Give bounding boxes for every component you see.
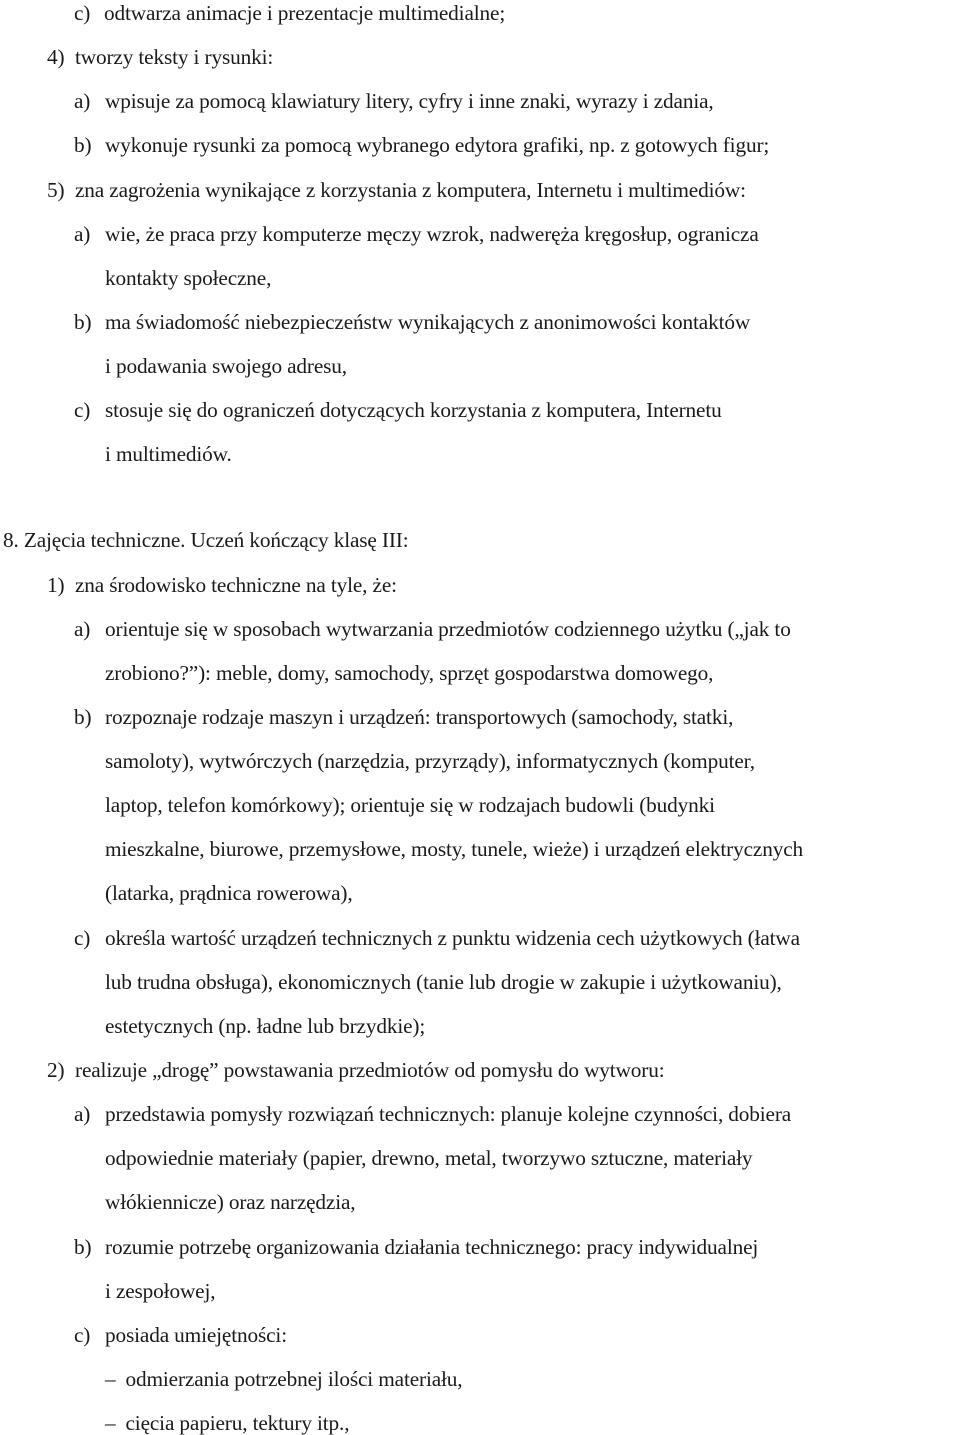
item-marker: a) — [74, 1102, 91, 1126]
item-text: stosuje się do ograniczeń dotyczących korzystania z komputera, Internetu — [105, 398, 722, 422]
item-marker: b) — [74, 133, 92, 157]
list-item-8-2 — [47, 1060, 665, 1081]
item-marker: b) — [74, 310, 92, 334]
item-text: samoloty), wytwórczych (narzędzia, przyrządy), informatycznych (komputer, — [105, 749, 755, 773]
item-text: zrobiono?”): meble, domy, samochody, sprzęt gospodarstwa domowego, — [105, 661, 714, 685]
list-item-3c — [74, 3, 505, 24]
list-item-8-1c — [74, 928, 800, 949]
dash-marker: – — [105, 1411, 116, 1435]
list-item-4b — [74, 135, 769, 156]
list-item-8-1b-cont — [105, 839, 803, 860]
list-item-5c — [74, 400, 722, 421]
list-item-8-2a — [74, 1104, 791, 1125]
item-text: estetycznych (np. ładne lub brzydkie); — [105, 1014, 426, 1038]
list-item-8-1a — [74, 619, 791, 640]
list-item-5a — [74, 224, 759, 245]
item-marker: a) — [74, 89, 91, 113]
item-text: kontakty społeczne, — [105, 266, 272, 290]
list-item-8-2a-cont — [105, 1192, 355, 1213]
list-item-8-1b-cont — [105, 751, 755, 772]
list-item-8-2c — [74, 1325, 287, 1346]
list-item-8-2b — [74, 1237, 758, 1258]
item-text: orientuje się w sposobach wytwarzania przedmiotów codziennego użytku („jak to — [105, 617, 791, 641]
item-text: zna zagrożenia wynikające z korzystania z komputera, Internetu i multimediów: — [75, 178, 746, 202]
item-text: ma świadomość niebezpieczeństw wynikających z anonimowości kontaktów — [105, 310, 751, 334]
dash-list-item — [105, 1413, 349, 1434]
list-item-5c-cont — [105, 444, 232, 465]
item-text: wpisuje za pomocą klawiatury litery, cyfry i inne znaki, wyrazy i zdania, — [105, 89, 714, 113]
item-text: zna środowisko techniczne na tyle, że: — [75, 573, 397, 597]
item-text: odtwarza animacje i prezentacje multimedialne; — [104, 1, 506, 25]
item-text: laptop, telefon komórkowy); orientuje się w rodzajach budowli (budynki — [105, 793, 715, 817]
list-item-8-1b-cont — [105, 883, 353, 904]
item-text: rozpoznaje rodzaje maszyn i urządzeń: transportowych (samochody, statki, — [105, 705, 734, 729]
item-text: wykonuje rysunki za pomocą wybranego edytora grafiki, np. z gotowych figur; — [105, 133, 770, 157]
list-item-5b — [74, 312, 750, 333]
list-item-4 — [47, 47, 273, 68]
section-heading: 8. Zajęcia techniczne. Uczeń kończący klasę III: — [3, 528, 409, 552]
list-item-8-1b — [74, 707, 733, 728]
list-item-8-1 — [47, 575, 397, 596]
dash-marker: – — [105, 1367, 116, 1391]
item-marker: c) — [74, 926, 91, 950]
item-marker: c) — [74, 1, 91, 25]
item-text: posiada umiejętności: — [105, 1323, 287, 1347]
list-item-8-2a-cont — [105, 1148, 752, 1169]
item-text: określa wartość urządzeń technicznych z punktu widzenia cech użytkowych (łatwa — [105, 926, 800, 950]
item-text: odpowiednie materiały (papier, drewno, metal, tworzywo sztuczne, materiały — [105, 1146, 753, 1170]
item-text: i zespołowej, — [105, 1279, 216, 1303]
item-marker: b) — [74, 705, 92, 729]
item-marker: 4) — [47, 45, 65, 69]
item-text: mieszkalne, biurowe, przemysłowe, mosty, tunele, wieże) i urządzeń elektrycznych — [105, 837, 804, 861]
list-item-8-2b-cont — [105, 1281, 215, 1302]
list-item-8-1b-cont — [105, 795, 715, 816]
list-item-5b-cont — [105, 356, 347, 377]
item-marker: 1) — [47, 573, 65, 597]
item-text: wie, że praca przy komputerze męczy wzrok, nadweręża kręgosłup, ogranicza — [105, 222, 759, 246]
item-text: cięcia papieru, tektury itp., — [125, 1411, 350, 1435]
item-marker: b) — [74, 1235, 92, 1259]
dash-list-item — [105, 1369, 462, 1390]
item-text: (latarka, prądnica rowerowa), — [105, 881, 353, 905]
list-item-5a-cont — [105, 268, 271, 289]
item-text: tworzy teksty i rysunki: — [75, 45, 274, 69]
item-text: realizuje „drogę” powstawania przedmiotów od pomysłu do wytworu: — [75, 1058, 665, 1082]
item-marker: c) — [74, 398, 91, 422]
item-text: i multimediów. — [105, 442, 232, 466]
list-item-4a — [74, 91, 714, 112]
item-text: rozumie potrzebę organizowania działania technicznego: pracy indywidualnej — [105, 1235, 759, 1259]
list-item-8-1a-cont — [105, 663, 713, 684]
item-marker: 2) — [47, 1058, 65, 1082]
item-marker: c) — [74, 1323, 91, 1347]
item-marker: 5) — [47, 178, 65, 202]
item-marker: a) — [74, 222, 91, 246]
item-text: przedstawia pomysły rozwiązań technicznych: planuje kolejne czynności, dobiera — [105, 1102, 792, 1126]
list-item-8-1c-cont — [105, 972, 782, 993]
item-text: włókiennicze) oraz narzędzia, — [105, 1190, 356, 1214]
item-text: i podawania swojego adresu, — [105, 354, 347, 378]
list-item-5 — [47, 180, 746, 201]
item-text: odmierzania potrzebnej ilości materiału, — [125, 1367, 463, 1391]
list-item-8-1c-cont — [105, 1016, 425, 1037]
item-marker: a) — [74, 617, 91, 641]
item-text: lub trudna obsługa), ekonomicznych (tanie lub drogie w zakupie i użytkowaniu), — [105, 970, 782, 994]
